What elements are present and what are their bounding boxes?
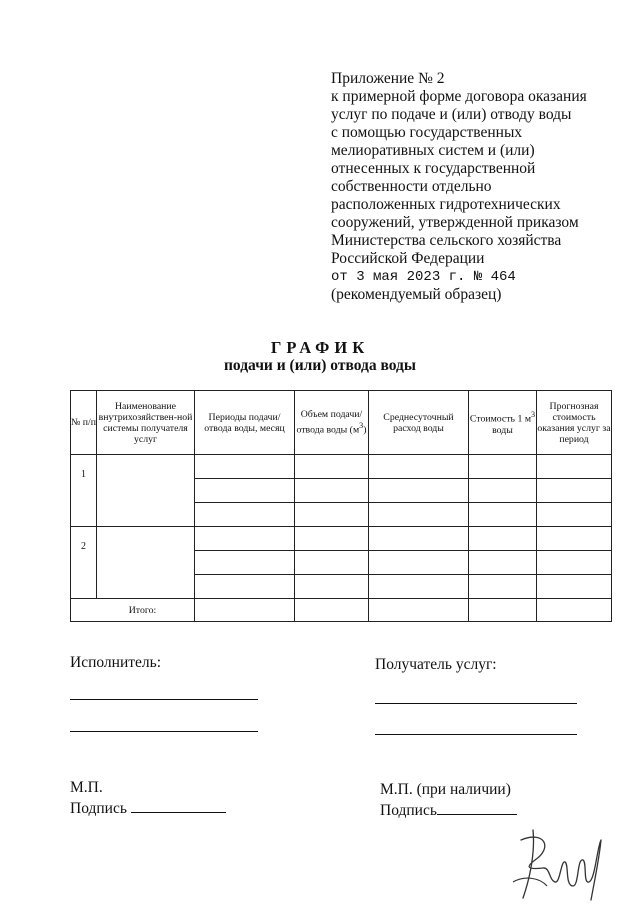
appendix-line: сооружений, утвержденной приказом	[331, 214, 579, 231]
appendix-line: собственности отдельно	[331, 178, 492, 195]
table-cell	[295, 503, 369, 527]
table-cell	[469, 575, 537, 599]
appendix-line: к примерной форме договора оказания	[331, 88, 587, 105]
table-cell	[537, 503, 612, 527]
table-cell	[537, 551, 612, 575]
table-cell	[469, 479, 537, 503]
schedule-table	[70, 390, 612, 622]
appendix-line: с помощью государственных	[331, 124, 523, 141]
table-total-row	[71, 599, 612, 622]
table-cell	[369, 575, 469, 599]
table-cell	[369, 455, 469, 479]
seal-right: М.П. (при наличии)	[380, 781, 511, 798]
appendix-line: мелиоративных систем и (или)	[331, 142, 535, 159]
header-unit-cost: Стоимость 1 $м^3$ воды	[469, 391, 537, 455]
table-cell	[97, 455, 195, 527]
table-header-row	[71, 391, 612, 455]
row-number: 1	[71, 455, 97, 527]
table-cell	[469, 599, 537, 622]
table-cell	[537, 575, 612, 599]
appendix-line: Приложение № 2	[331, 70, 445, 87]
executor-line	[70, 731, 258, 732]
table-cell	[295, 479, 369, 503]
table-cell	[295, 575, 369, 599]
table-cell	[195, 455, 295, 479]
header-forecast-cost: Прогнозная стоимость оказания услуг за период	[537, 391, 612, 455]
table-cell	[369, 527, 469, 551]
table-cell	[469, 551, 537, 575]
table-cell	[195, 503, 295, 527]
table-cell	[195, 599, 295, 622]
table-row	[71, 455, 612, 479]
header-system-name: Наименование внутрихозяйствен-ной системы получателя услуг	[97, 391, 195, 455]
seal-left: М.П.	[70, 779, 103, 796]
handwritten-signature	[505, 820, 615, 905]
table-cell	[295, 527, 369, 551]
recipient-line	[375, 734, 577, 735]
recipient-label: Получатель услуг:	[375, 656, 497, 673]
table-cell	[469, 455, 537, 479]
recipient-line	[375, 703, 577, 704]
header-daily-flow: Среднесуточный расход воды	[369, 391, 469, 455]
table-cell	[369, 599, 469, 622]
header-volume: Объем подачи/ отвода воды $(м^3)$	[295, 391, 369, 455]
appendix-line: Министерства сельского хозяйства	[331, 232, 562, 249]
appendix-line: расположенных гидротехнических	[331, 196, 561, 213]
table-cell	[537, 455, 612, 479]
appendix-line: Российской Федерации	[331, 250, 485, 267]
executor-line	[70, 699, 258, 700]
table-cell	[195, 479, 295, 503]
order-date: от 3 мая 2023 г. № 464	[331, 269, 516, 285]
appendix-block	[331, 70, 621, 304]
appendix-line: отнесенных к государственной	[331, 160, 536, 177]
document-title: ГРАФИК	[270, 338, 370, 357]
appendix-line: услуг по подаче и (или) отводу воды	[331, 106, 572, 123]
table-cell	[295, 551, 369, 575]
table-cell	[97, 527, 195, 599]
row-number: 2	[71, 527, 97, 599]
document-subtitle: подачи и (или) отвода воды	[223, 357, 417, 374]
table-cell	[369, 503, 469, 527]
table-cell	[295, 599, 369, 622]
table-cell	[369, 551, 469, 575]
table-cell	[537, 479, 612, 503]
signature-right: Подпись	[380, 800, 517, 820]
table-cell	[195, 575, 295, 599]
table-cell	[537, 527, 612, 551]
table-cell	[469, 503, 537, 527]
table-cell	[195, 551, 295, 575]
table-cell	[537, 599, 612, 622]
table-row	[71, 527, 612, 551]
table-cell	[469, 527, 537, 551]
table-cell	[195, 527, 295, 551]
sample-note: (рекомендуемый образец)	[331, 286, 502, 303]
total-label: Итого:	[71, 599, 195, 622]
signature-left: Подпись	[70, 798, 226, 818]
header-periods: Периоды подачи/ отвода воды, месяц	[195, 391, 295, 455]
table-cell	[369, 479, 469, 503]
executor-label: Исполнитель:	[70, 654, 162, 671]
table-cell	[295, 455, 369, 479]
header-number: № п/п	[71, 391, 97, 455]
